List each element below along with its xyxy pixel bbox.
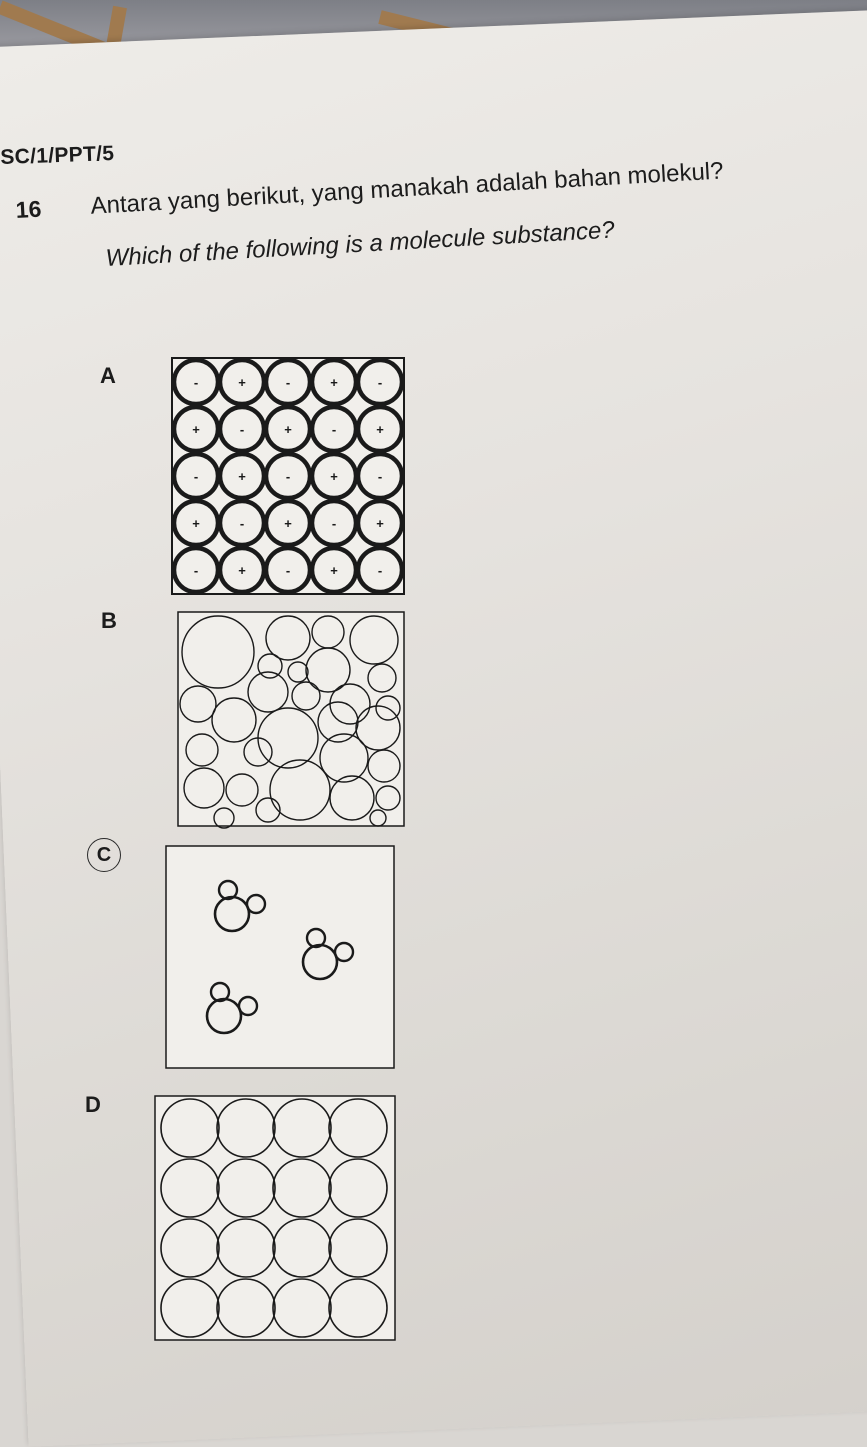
ion-charge: -: [285, 563, 291, 578]
ion-charge: -: [285, 469, 291, 484]
ion-charge: +: [238, 563, 246, 578]
option-a-diagram[interactable]: [172, 358, 404, 594]
ion-charge: -: [193, 375, 199, 390]
ion-charge: -: [239, 516, 245, 531]
ion-charge: +: [284, 422, 292, 437]
question-text-malay: Antara yang berikut, yang manakah adalah bahan molekul?: [89, 157, 725, 220]
ion-charge: -: [331, 516, 337, 531]
ion-charge: +: [284, 516, 292, 531]
ion-charge: +: [238, 469, 246, 484]
ion-charge: -: [193, 469, 199, 484]
ion-charge: -: [193, 563, 199, 578]
option-d-diagram[interactable]: [155, 1096, 395, 1340]
ion-charge: +: [330, 375, 338, 390]
option-c-diagram[interactable]: [166, 846, 394, 1068]
ion-charge: +: [376, 422, 384, 437]
ion-charge: -: [285, 375, 291, 390]
option-c-label[interactable]: C: [87, 838, 121, 872]
ion-charge: +: [330, 563, 338, 578]
ion-charge: -: [377, 563, 383, 578]
ion-charge: -: [377, 375, 383, 390]
question-text-english: Which of the following is a molecule substance?: [105, 216, 616, 272]
option-d-label[interactable]: D: [85, 1092, 101, 1117]
diagram-c-frame: [166, 846, 394, 1068]
ion-charge: +: [192, 516, 200, 531]
ion-charge: +: [330, 469, 338, 484]
ion-charge: +: [238, 375, 246, 390]
ion-charge: -: [239, 422, 245, 437]
ion-charge: +: [192, 422, 200, 437]
question-number: 16: [15, 195, 43, 223]
option-b-diagram[interactable]: [178, 612, 404, 826]
option-b-label[interactable]: B: [101, 608, 117, 633]
ion-charge: +: [376, 516, 384, 531]
ion-charge: -: [331, 422, 337, 437]
paper-code: SC/1/PPT/5: [0, 142, 115, 169]
option-a-label[interactable]: A: [100, 363, 116, 388]
exam-paper: [0, 8, 867, 1447]
ion-charge: -: [377, 469, 383, 484]
